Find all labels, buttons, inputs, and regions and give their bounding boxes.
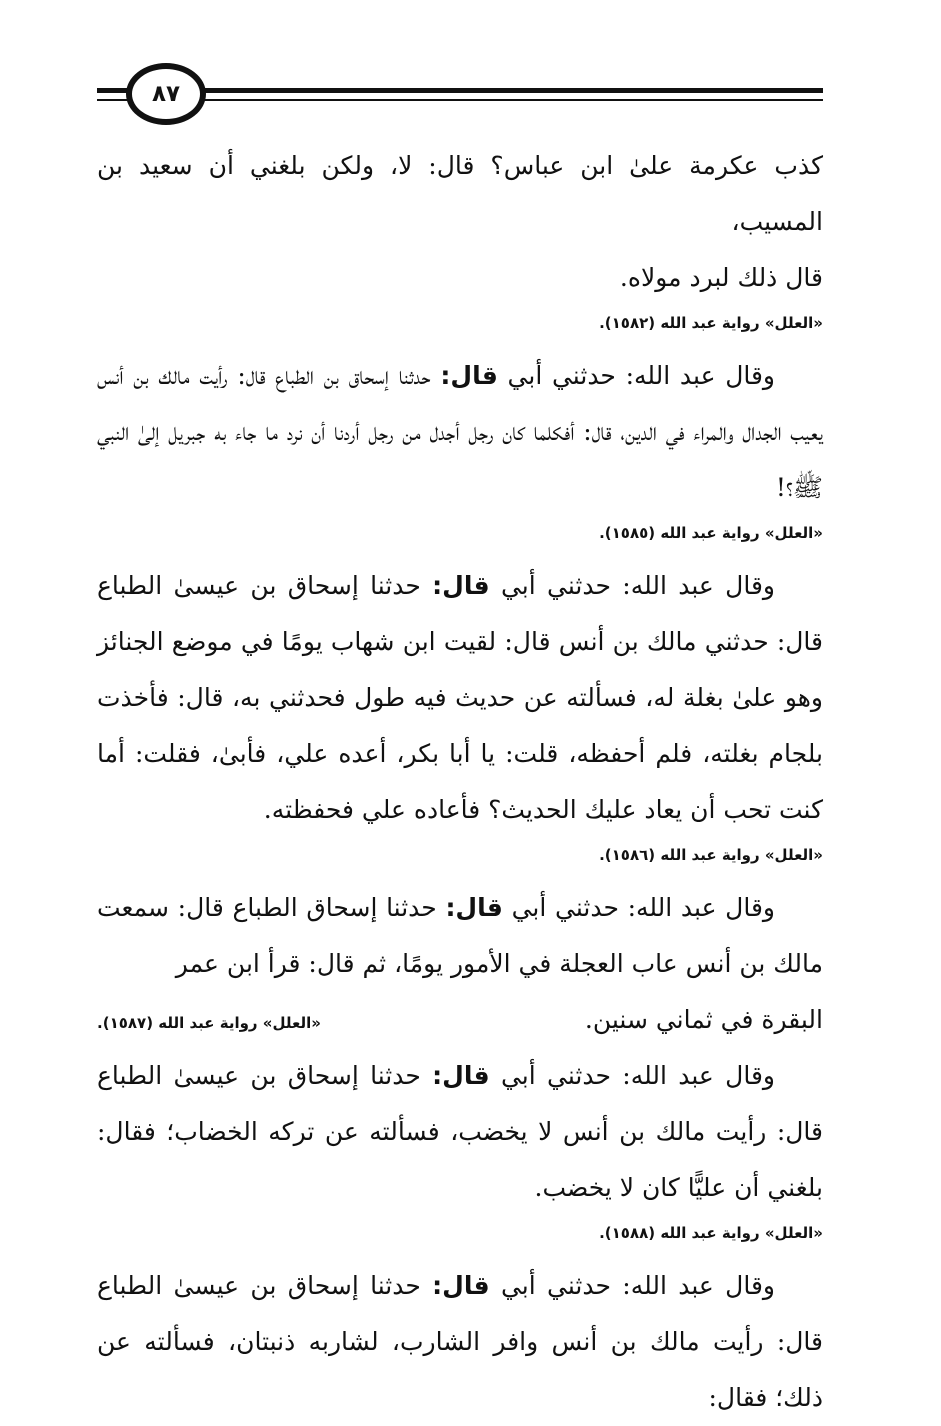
citation: «العلل» رواية عبد الله (١٥٨٥).: [599, 524, 823, 542]
paragraph-text: حدثنا إسحاق بن عيسىٰ الطباع قال: حدثني مالك بن أنس قال: لقيت ابن شهاب يومًا في موضع الجنائز وهو علىٰ بغلة له، فسألته عن حديث فيه طول فحدثني به، قال: فأخذت بلجام بغلته، فلم أحفظه، قلت: يا أبا بكر، أعده علي، فأبىٰ، فقلت: أما كنت تحب أن يعاد عليك الحديث؟ فأعاده علي فحفظته.: [97, 571, 823, 824]
paragraph-lead: وقال عبد الله: حدثني أبي: [489, 571, 775, 600]
header-rule-thin: [97, 99, 823, 101]
citation: «العلل» رواية عبد الله (١٥٨٦).: [599, 846, 823, 864]
paragraph-text: حدثنا إسحاق بن الطباع قال: رأيت مالك بن أنس يعيب الجدال والمراء في الدين، قال: أفكلما كان رجل أجدل من رجل أردنا أن نرد ما جاء به جبريل إلىٰ النبي ﷺ؟!: [97, 361, 823, 502]
paragraph-bold: قال:: [432, 1061, 490, 1090]
paragraph-text: حدثنا إسحاق بن عيسىٰ الطباع قال: رأيت مالك بن أنس لا يخضب، فسألته عن تركه الخضاب؛ فقال: بلغني أن عليًّا كان لا يخضب.: [97, 1061, 823, 1202]
paragraph-bold: قال:: [432, 571, 490, 600]
paragraph-text: حدثنا إسحاق بن عيسىٰ الطباع قال: رأيت مالك بن أنس وافر الشارب، لشاربه ذنبتان، فسألته عن ذلك؛ فقال:: [97, 1271, 823, 1412]
paragraph-lead: وقال عبد الله: حدثني أبي: [502, 893, 775, 922]
page-number-oval: [126, 63, 206, 125]
paragraph-text: حدثنا إسحاق الطباع قال: سمعت مالك بن أنس عاب العجلة في الأمور يومًا، ثم قال: قرأ ابن عمر: [97, 893, 823, 978]
paragraph-lead: وقال عبد الله: حدثني أبي: [497, 361, 776, 390]
paragraph: [97, 138, 823, 306]
paragraph: [97, 348, 823, 516]
paragraph: [97, 558, 823, 838]
paragraph-lead: وقال عبد الله: حدثني أبي: [489, 1061, 775, 1090]
page-body: [97, 138, 823, 1426]
paragraph-lead: وقال عبد الله: حدثني أبي: [489, 1271, 775, 1300]
paragraph-bold: قال:: [445, 893, 503, 922]
paragraph-line: كذب عكرمة علىٰ ابن عباس؟ قال: لا، ولكن بلغني أن سعيد بن المسيب،: [97, 151, 823, 236]
citation: «العلل» رواية عبد الله (١٥٨٧).: [97, 1014, 321, 1032]
paragraph: [97, 880, 823, 992]
citation: «العلل» رواية عبد الله (١٥٨٨).: [599, 1224, 823, 1242]
citation: «العلل» رواية عبد الله (١٥٨٢).: [599, 314, 823, 332]
page-number: ٨٧: [151, 81, 181, 107]
paragraph-bold: قال:: [440, 361, 498, 390]
paragraph-last-line-row: [97, 992, 823, 1048]
paragraph: [97, 1048, 823, 1216]
paragraph: [97, 1258, 823, 1426]
paragraph-bold: قال:: [432, 1271, 490, 1300]
paragraph-line: قال ذلك لبرد مولاه.: [619, 263, 823, 292]
paragraph-line: البقرة في ثماني سنين.: [584, 1005, 823, 1034]
